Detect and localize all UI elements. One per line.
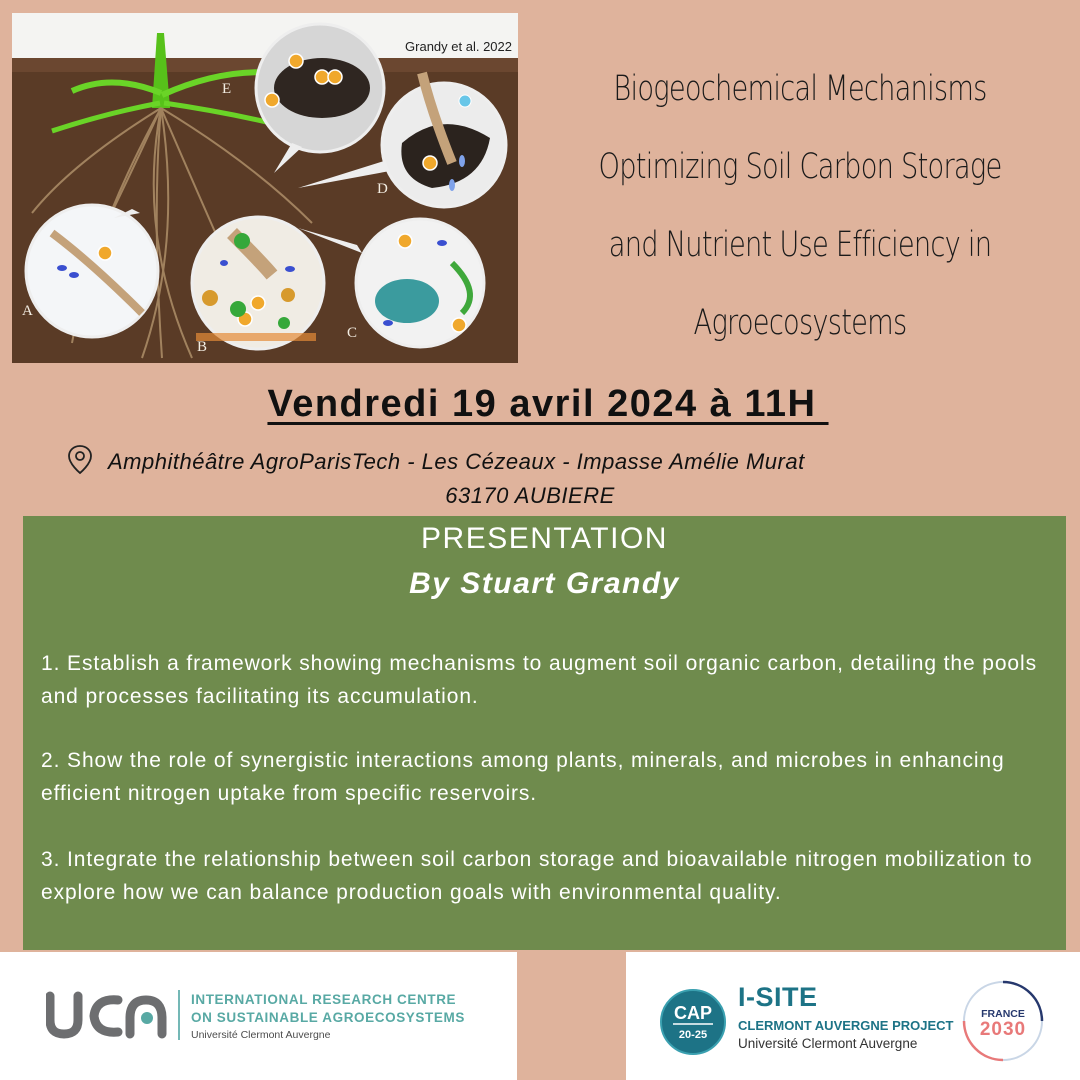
event-date bbox=[0, 383, 1080, 426]
location-pin-icon bbox=[66, 444, 94, 480]
cap-badge-bottom: 20-25 bbox=[678, 1029, 708, 1041]
uca-logo bbox=[46, 990, 170, 1042]
cap-2025-badge bbox=[659, 988, 727, 1056]
logo-divider bbox=[178, 990, 180, 1040]
presentation-heading: PRESENTATION bbox=[421, 522, 668, 555]
event-date-text: Vendredi 19 avril 2024 à 11H bbox=[267, 383, 829, 425]
presentation-panel bbox=[23, 516, 1066, 950]
figure-credit: Grandy et al. 2022 bbox=[405, 39, 512, 54]
talk-title bbox=[597, 50, 1003, 343]
footer-partner-isite bbox=[626, 952, 1080, 1080]
soil-diagram-svg bbox=[12, 13, 518, 363]
footer-partner-uca bbox=[0, 952, 517, 1080]
panel-label-a: A bbox=[22, 303, 33, 319]
irc-name-line1: INTERNATIONAL RESEARCH CENTRE bbox=[191, 992, 457, 1007]
location-postcode-city: 63170 AUBIERE bbox=[445, 483, 615, 508]
objective-item: 1. Establish a framework showing mechanisms to augment soil organic carbon, detailing the pools and processes facilitating its accumulation. bbox=[41, 652, 1037, 708]
isite-university: Université Clermont Auvergne bbox=[738, 1036, 918, 1051]
objective-item: 2. Show the role of synergistic interactions among plants, minerals, and microbes in enhancing efficient nitrogen uptake from specific reservoirs. bbox=[41, 749, 1005, 805]
panel-label-e: E bbox=[222, 81, 232, 97]
cap-badge-top: CAP bbox=[673, 1003, 713, 1023]
objective-item: 3. Integrate the relationship between soil carbon storage and bioavailable nitrogen mobilization to explore how we can balance production goals with environmental quality. bbox=[41, 848, 1033, 904]
speaker-name: By Stuart Grandy bbox=[409, 567, 680, 600]
panel-label-d: D bbox=[377, 181, 388, 197]
france-2030-label: FRANCE bbox=[981, 1008, 1025, 1020]
panel-label-b: B bbox=[197, 339, 208, 355]
title-line: Agroecosystems bbox=[693, 303, 907, 343]
isite-title: I-SITE bbox=[738, 982, 818, 1012]
title-line: Biogeochemical Mechanisms bbox=[613, 69, 987, 109]
france-2030-year: 2030 bbox=[979, 1019, 1027, 1040]
title-line: and Nutrient Use Efficiency in bbox=[608, 225, 992, 265]
isite-subtitle: CLERMONT AUVERGNE PROJECT bbox=[738, 1018, 954, 1033]
soil-illustration bbox=[12, 13, 518, 363]
irc-name-line2: ON SUSTAINABLE AGROECOSYSTEMS bbox=[191, 1010, 465, 1025]
location-address: Amphithéâtre AgroParisTech - Les Cézeaux - Impasse Amélie Murat bbox=[108, 449, 805, 474]
irc-university: Université Clermont Auvergne bbox=[191, 1029, 331, 1041]
title-line: Optimizing Soil Carbon Storage bbox=[598, 147, 1002, 187]
panel-label-c: C bbox=[347, 325, 358, 341]
